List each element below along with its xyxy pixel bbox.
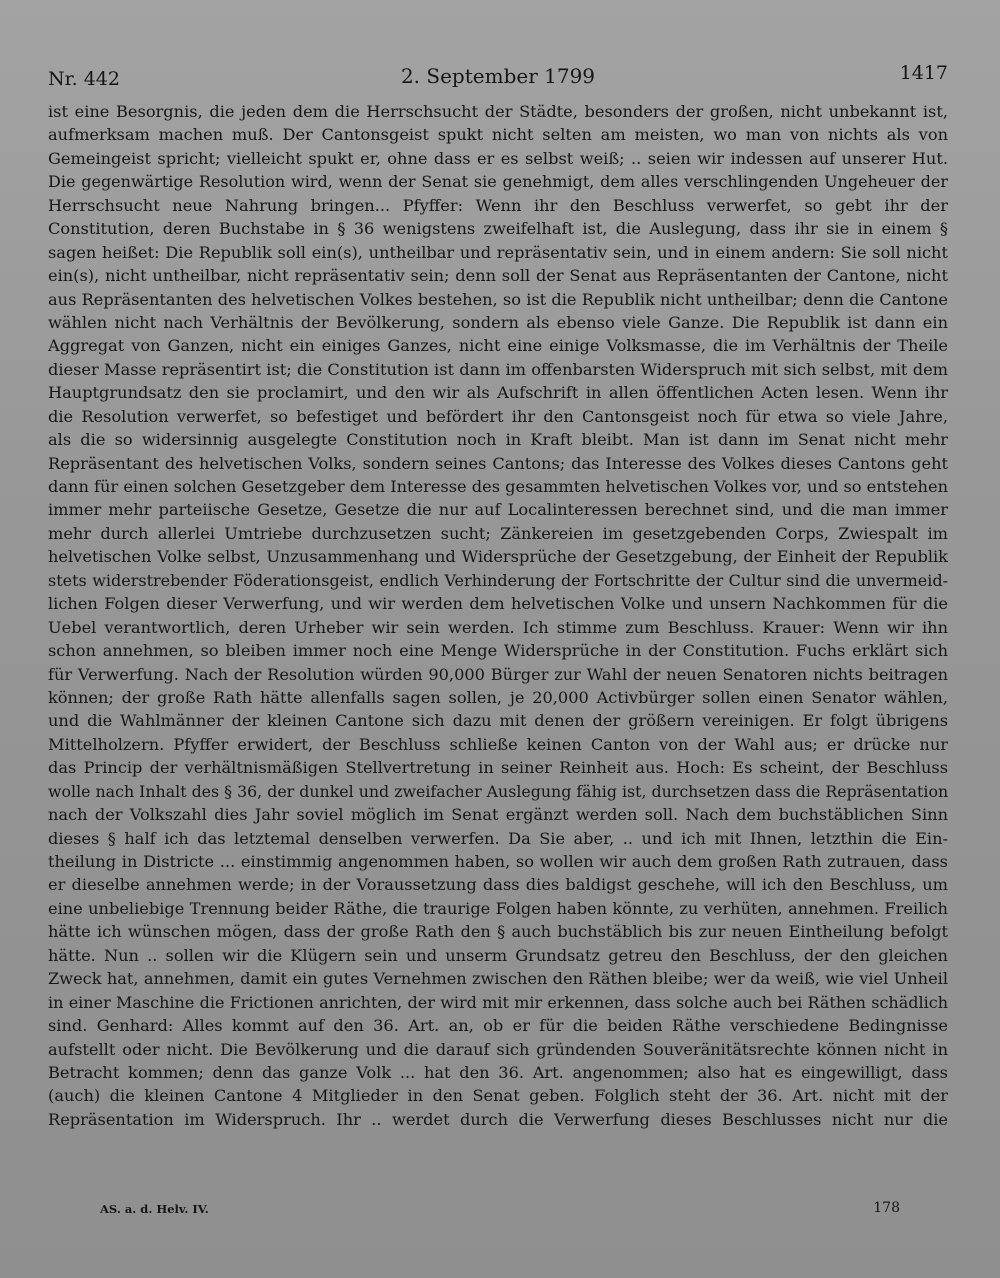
text-line: er dieselbe annehmen werde; in der Voraussetzung dass dies baldigst geschehe, will ich den Beschluss, um — [48, 875, 948, 895]
page-header — [48, 62, 948, 92]
text-line: für Verwerfung. Nach der Resolution würden 90,000 Bürger zur Wahl der neuen Senatoren nichts beitragen — [48, 664, 948, 684]
document-number: Nr. 442 — [48, 68, 120, 90]
text-line: Hauptgrundsatz den sie proclamirt, und den wir als Aufschrift in allen öffentlichen Acten lesen. Wenn ihr — [48, 383, 948, 403]
text-line: mehr durch allerlei Umtriebe durchzusetzen sucht; Zänkereien im gesetzgebenden Corps, Zwiespalt im — [48, 523, 948, 543]
text-line: in einer Maschine die Frictionen anrichten, der wird mit mir erkennen, dass solche auch bei Räthen schädlich — [48, 992, 948, 1012]
text-line: (auch) die kleinen Cantone 4 Mitglieder in den Senat geben. Folglich steht der 36. Art. nicht mit der — [48, 1086, 948, 1106]
text-line: Repräsentation im Widerspruch. Ihr .. werdet durch die Verwerfung dieses Beschlusses nicht nur die — [48, 1109, 948, 1129]
text-line: theilung in Districte ... einstimmig angenommen haben, so wollen wir auch dem großen Rath zutrauen, dass — [48, 852, 948, 871]
text-line: als die so widersinnig ausgelegte Constitution noch in Kraft bleibt. Man ist dann im Senat nicht mehr — [48, 430, 948, 450]
body-text — [48, 100, 948, 1131]
page-footer — [100, 1200, 900, 1224]
text-line: und die Wahlmänner der kleinen Cantone sich dazu mit denen der größern vereinigen. Er folgt übrigens — [48, 711, 948, 731]
text-line: eine unbeliebige Trennung beider Räthe, die traurige Folgen haben könnte, zu verhüten, annehmen. Freilich — [48, 898, 948, 918]
text-line: Aggregat von Ganzen, nicht ein einiges Ganzes, nicht eine einige Volksmasse, die im Verhältnis der Theile — [48, 336, 948, 356]
sheet-number: 178 — [873, 1200, 900, 1216]
text-line: aus Repräsentanten des helvetischen Volkes bestehen, so ist die Republik nicht untheilbar; denn die Cantone — [48, 289, 948, 309]
text-line: können; der große Rath hätte allenfalls sagen sollen, je 20,000 Activbürger sollen einen Senator wählen, — [48, 687, 948, 707]
text-line: Betracht kommen; denn das ganze Volk ... hat den 36. Art. angenommen; also hat es eingewilligt, dass — [48, 1062, 948, 1082]
text-line: Herrschsucht neue Nahrung bringen... Pfyffer: Wenn ihr den Beschluss verwerfet, so gebt ihr der — [48, 195, 948, 215]
text-line: ein(s), nicht untheilbar, nicht repräsentativ sein; denn soll der Senat aus Repräsentanten der Cantone, nicht — [48, 266, 948, 286]
text-line: lichen Folgen dieser Verwerfung, und wir werden dem helvetischen Volke und unsern Nachkommen für die — [48, 594, 948, 614]
text-line: ist eine Besorgnis, die jeden dem die Herrschsucht der Städte, besonders der großen, nicht unbekannt ist, — [48, 102, 948, 121]
page-number: 1417 — [899, 62, 948, 84]
text-line: dann für einen solchen Gesetzgeber dem Interesse des gesammten helvetischen Volkes vor, und so entstehen — [48, 477, 948, 496]
source-reference: AS. a. d. Helv. IV. — [100, 1202, 209, 1216]
text-line: immer mehr parteiische Gesetze, Gesetze die nur auf Localinteressen berechnet sind, und die man immer — [48, 500, 948, 520]
text-line: das Princip der verhältnismäßigen Stellvertretung in seiner Reinheit aus. Hoch: Es scheint, der Beschluss — [48, 758, 948, 778]
text-line: Zweck hat, annehmen, damit ein gutes Vernehmen zwischen den Räthen bleibe; wer da weiß, wie viel Unheil — [48, 969, 948, 989]
text-line: Repräsentant des helvetischen Volks, sondern seines Cantons; das Interesse des Volkes dieses Cantons geht — [48, 453, 948, 473]
text-line: wolle nach Inhalt des § 36, der dunkel und zweifacher Auslegung fähig ist, durchsetzen dass die Repräsentation — [48, 781, 948, 801]
document-date: 2. September 1799 — [400, 64, 596, 88]
text-line: Die gegenwärtige Resolution wird, wenn der Senat sie genehmigt, dem alles verschlingenden Ungeheuer der — [48, 172, 948, 192]
text-line: aufmerksam machen muß. Der Cantonsgeist spukt nicht selten am meisten, wo man von nichts als von — [48, 125, 948, 145]
text-line: nach der Volkszahl dies Jahr soviel möglich im Senat ergänzt werden soll. Nach dem buchstäblichen Sinn — [48, 805, 948, 825]
text-line: helvetischen Volke selbst, Unzusammenhang und Widersprüche der Gesetzgebung, der Einheit der Republik — [48, 547, 948, 567]
text-line: Mittelholzern. Pfyffer erwidert, der Beschluss schließe keinen Canton von der Wahl aus; er drücke nur — [48, 734, 948, 754]
text-line: hätte. Nun .. sollen wir die Klügern sein und unserm Grundsatz getreu den Beschluss, der den gleichen — [48, 945, 948, 965]
text-line: aufstellt oder nicht. Die Bevölkerung und die darauf sich gründenden Souveränitätsrechte können nicht in — [48, 1039, 948, 1059]
text-line: dieser Masse repräsentirt ist; die Constitution ist dann im offenbarsten Widerspruch mit sich selbst, mit dem — [48, 359, 948, 379]
text-line: wählen nicht nach Verhältnis der Bevölkerung, sondern als ebenso viele Ganze. Die Republik ist dann ein — [48, 312, 948, 332]
text-line: Constitution, deren Buchstabe in § 36 wenigstens zweifelhaft ist, die Auslegung, dass ihr sie in einem § — [48, 219, 948, 239]
text-line: Uebel verantwortlich, deren Urheber wir sein werden. Ich stimme zum Beschluss. Krauer: Wenn wir ihn — [48, 617, 948, 637]
text-line: sind. Genhard: Alles kommt auf den 36. Art. an, ob er für die beiden Räthe verschiedene Bedingnisse — [48, 1016, 948, 1036]
text-line: die Resolution verwerfet, so befestiget und befördert ihr den Cantonsgeist noch für etwa so viele Jahre, — [48, 406, 948, 426]
text-line: hätte ich wünschen mögen, dass der große Rath den § auch buchstäblich bis zur neuen Eintheilung befolgt — [48, 922, 948, 942]
text-line: dieses § half ich das letztemal denselben verwerfen. Da Sie aber, .. und ich mit Ihnen, letzthin die Ein- — [48, 828, 948, 848]
text-line: stets widerstrebender Föderationsgeist, endlich Verhinderung der Fortschritte der Cultur sind die unvermeid- — [48, 570, 948, 590]
text-line: sagen heißet: Die Republik soll ein(s), untheilbar und repräsentativ sein, und in einem andern: Sie soll nicht — [48, 242, 948, 262]
text-line: Gemeingeist spricht; vielleicht spukt er, ohne dass er es selbst weiß; .. seien wir indessen auf unserer Hut. — [48, 148, 948, 168]
text-line: schon annehmen, so bleiben immer noch eine Menge Widersprüche in der Constitution. Fuchs erklärt sich — [48, 641, 948, 661]
